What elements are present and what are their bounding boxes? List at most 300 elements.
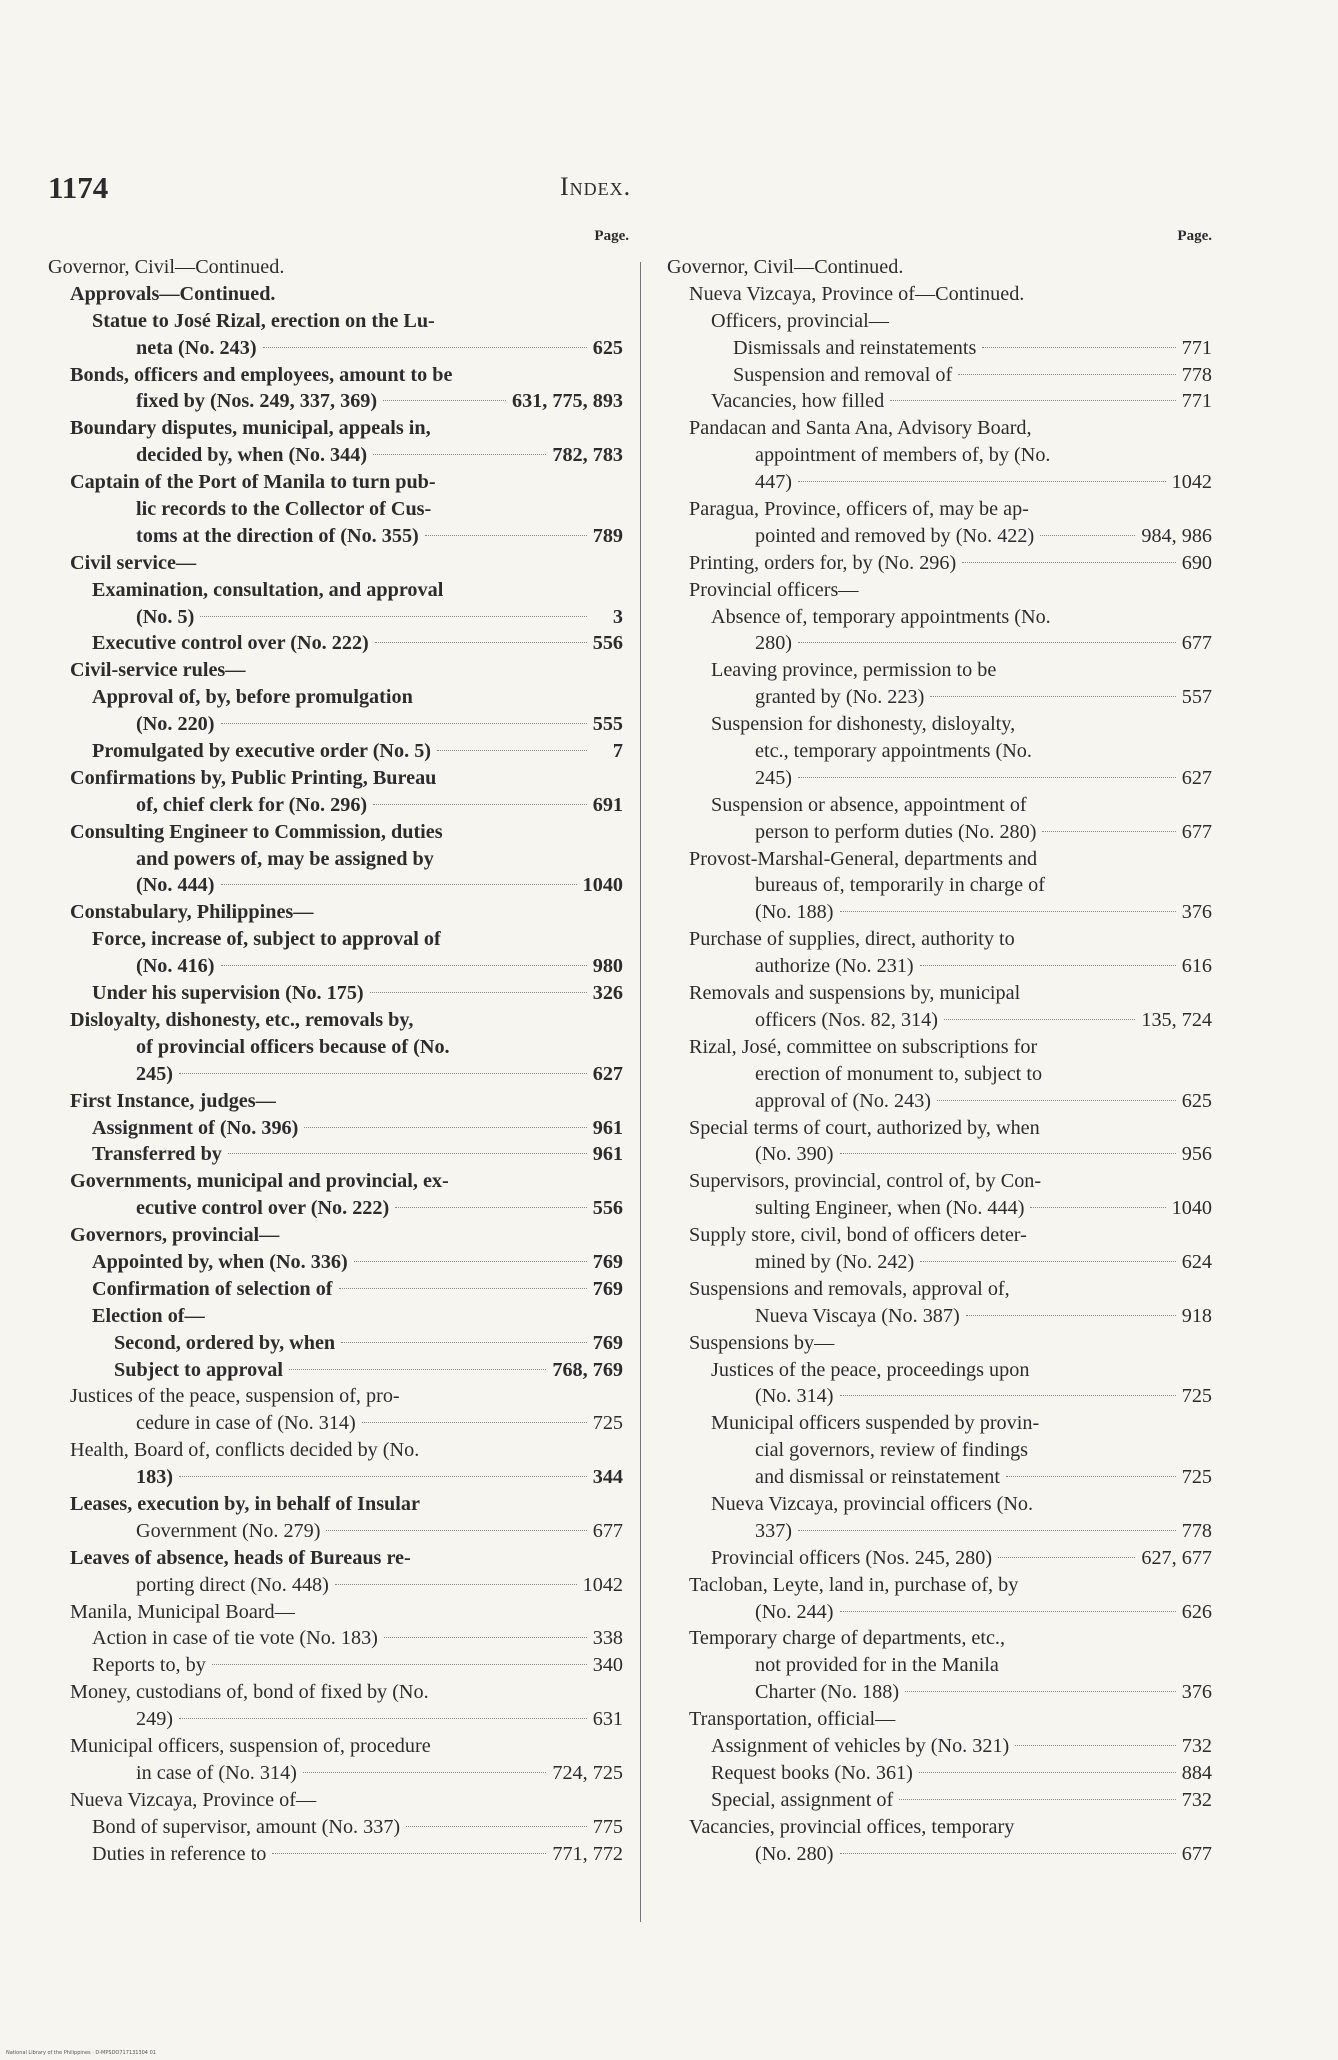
index-entry-text: Bonds, officers and employees, amount to be — [70, 363, 453, 386]
index-entry — [667, 1841, 1212, 1868]
index-entry — [48, 281, 623, 308]
index-entry-text: Reports to, by — [92, 1654, 206, 1677]
index-entry-text: toms at the direction of (No. 355) — [136, 524, 419, 547]
index-entry-text: Printing, orders for, by (No. 296) — [689, 551, 957, 574]
index-entry-page: 782, 783 — [552, 444, 623, 467]
index-entry-page: 961 — [592, 1143, 623, 1166]
index-entry-text: Captain of the Port of Manila to turn pub- — [70, 471, 436, 494]
index-entry-page: 625 — [592, 336, 623, 359]
dot-leader — [303, 1772, 546, 1773]
index-entry — [667, 254, 1212, 281]
index-entry-text: Provost-Marshal-General, departments and — [689, 847, 1038, 870]
index-entry — [667, 819, 1212, 846]
index-entry-page: 769 — [592, 1250, 623, 1273]
index-entry-text: granted by (No. 223) — [755, 686, 925, 709]
index-entry — [48, 1061, 623, 1088]
index-entry-text: Provincial officers— — [689, 578, 859, 601]
index-entry-text: Leaves of absence, heads of Bureaus re- — [70, 1546, 411, 1569]
index-entry — [48, 1303, 623, 1330]
index-entry — [48, 630, 623, 657]
index-entry — [667, 1115, 1212, 1142]
index-entry-text: appointment of members of, by (No. — [755, 444, 1051, 467]
index-entry-page: 631 — [592, 1708, 623, 1731]
index-entry — [667, 1491, 1212, 1518]
index-entry — [667, 496, 1212, 523]
index-entry-text: Under his supervision (No. 175) — [92, 982, 364, 1005]
index-entry — [48, 1760, 623, 1787]
index-entry-text: Temporary charge of departments, etc., — [689, 1627, 1006, 1650]
index-entry-text: Suspension and removal of — [733, 363, 953, 386]
index-entry-page: 775 — [592, 1815, 623, 1838]
index-entry-text: Supply store, civil, bond of officers deter- — [689, 1224, 1027, 1247]
index-entry — [667, 442, 1212, 469]
dot-leader — [326, 1530, 586, 1531]
index-entry — [667, 1572, 1212, 1599]
index-entry-text: Subject to approval — [114, 1358, 283, 1381]
index-entry-text: Appointed by, when (No. 336) — [92, 1250, 348, 1273]
index-entry-text: in case of (No. 314) — [136, 1761, 297, 1784]
index-entry-text: Assignment of (No. 396) — [92, 1116, 299, 1139]
dot-leader — [373, 804, 587, 805]
index-entry-page: 677 — [592, 1519, 623, 1542]
index-entry — [667, 1141, 1212, 1168]
index-entry-text: Suspension for dishonesty, disloyalty, — [711, 713, 1016, 736]
index-entry-page: 344 — [592, 1466, 623, 1489]
index-entry-page: 556 — [592, 632, 623, 655]
index-entry-text: Purchase of supplies, direct, authority to — [689, 928, 1015, 951]
index-entry-text: Leases, execution by, in behalf of Insular — [70, 1492, 420, 1515]
index-entry-page: 771 — [1181, 390, 1212, 413]
index-entry — [48, 254, 623, 281]
index-entry — [667, 738, 1212, 765]
index-entry — [48, 415, 623, 442]
index-entry — [48, 1625, 623, 1652]
index-entry — [48, 1034, 623, 1061]
index-entry-text: officers (Nos. 82, 314) — [755, 1008, 938, 1031]
index-entry — [48, 819, 623, 846]
dot-leader — [425, 535, 587, 536]
index-entry-page: 677 — [1181, 632, 1212, 655]
index-entry — [48, 1437, 623, 1464]
index-entry-page: 326 — [592, 982, 623, 1005]
index-entry — [667, 1599, 1212, 1626]
index-entry — [48, 1599, 623, 1626]
index-entry-text: Confirmations by, Public Printing, Bureau — [70, 766, 437, 789]
index-entry — [667, 657, 1212, 684]
dot-leader — [341, 1342, 587, 1343]
index-entry-page: 1040 — [1171, 1197, 1212, 1220]
library-footer: National Library of the Philippines · D-MPSDO717131304 01 — [6, 2050, 156, 2056]
index-entry-page: 3 — [612, 605, 623, 628]
index-entry-text: Assignment of vehicles by (No. 321) — [711, 1734, 1010, 1757]
dot-leader — [406, 1826, 587, 1827]
index-entry — [667, 1330, 1212, 1357]
index-entry — [667, 335, 1212, 362]
index-entry — [667, 1195, 1212, 1222]
dot-leader — [384, 1637, 587, 1638]
index-entry-text: (No. 444) — [136, 874, 215, 897]
dot-leader — [840, 1853, 1176, 1854]
dot-leader — [1042, 831, 1175, 832]
index-entry — [667, 953, 1212, 980]
index-entry — [667, 362, 1212, 389]
dot-leader — [798, 1530, 1176, 1531]
page-number: 1174 — [48, 170, 109, 205]
index-entry — [667, 1007, 1212, 1034]
index-entry-text: Second, ordered by, when — [114, 1331, 336, 1354]
index-entry — [48, 1330, 623, 1357]
index-entry-text: Boundary disputes, municipal, appeals in, — [70, 417, 431, 440]
index-entry-text: Municipal officers, suspension of, procedure — [70, 1734, 431, 1757]
index-entry-page: 626 — [1181, 1600, 1212, 1623]
index-entry-page: 769 — [592, 1277, 623, 1300]
dot-leader — [383, 400, 506, 401]
dot-leader — [304, 1127, 586, 1128]
index-entry-text: ecutive control over (No. 222) — [136, 1197, 390, 1220]
index-entry — [48, 1410, 623, 1437]
index-entry — [48, 1249, 623, 1276]
dot-leader — [798, 481, 1166, 482]
index-entry — [48, 1383, 623, 1410]
index-entry — [667, 1706, 1212, 1733]
index-entry-text: Transferred by — [92, 1143, 222, 1166]
index-entry-text: Nueva Vizcaya, provincial officers (No. — [711, 1492, 1034, 1515]
index-entry-page: 884 — [1181, 1761, 1212, 1784]
index-entry — [48, 1814, 623, 1841]
dot-leader — [289, 1369, 546, 1370]
index-entry-text: Civil service— — [70, 551, 197, 574]
index-entry-text: Suspension or absence, appointment of — [711, 793, 1027, 816]
dot-leader — [263, 347, 587, 348]
index-entry — [667, 1625, 1212, 1652]
dot-leader — [798, 642, 1176, 643]
index-entry-page: 725 — [1181, 1385, 1212, 1408]
index-entry-text: Tacloban, Leyte, land in, purchase of, by — [689, 1573, 1019, 1596]
index-entry — [667, 1222, 1212, 1249]
index-entry — [48, 1572, 623, 1599]
index-entry-page: 624 — [1181, 1250, 1212, 1273]
index-entry-text: Approvals—Continued. — [70, 282, 276, 305]
index-entry-text: (No. 220) — [136, 713, 215, 736]
index-entry — [667, 1787, 1212, 1814]
index-entry-text: of provincial officers because of (No. — [136, 1035, 450, 1058]
index-entry-text: Pandacan and Santa Ana, Advisory Board, — [689, 417, 1032, 440]
index-entry — [48, 1007, 623, 1034]
index-entry-page: 918 — [1181, 1304, 1212, 1327]
index-entry-text: Absence of, temporary appointments (No. — [711, 605, 1051, 628]
index-entry-text: Statue to José Rizal, erection on the Lu- — [92, 309, 435, 332]
index-entry — [48, 980, 623, 1007]
dot-leader — [1015, 1745, 1175, 1746]
index-entry — [667, 1518, 1212, 1545]
dot-leader — [221, 965, 587, 966]
index-entry-text: Health, Board of, conflicts decided by (No. — [70, 1439, 420, 1462]
index-entry-text: Approval of, by, before promulgation — [92, 686, 413, 709]
index-entry-page: 376 — [1181, 1681, 1212, 1704]
dot-leader — [354, 1261, 587, 1262]
index-entry-text: Money, custodians of, bond of fixed by (No. — [70, 1681, 429, 1704]
index-entry-text: Examination, consultation, and approval — [92, 578, 444, 601]
index-entry-page: 984, 986 — [1141, 524, 1212, 547]
index-entry-text: (No. 390) — [755, 1143, 834, 1166]
index-entry — [48, 308, 623, 335]
index-entry — [48, 738, 623, 765]
index-entry-text: Provincial officers (Nos. 245, 280) — [711, 1546, 993, 1569]
index-entry — [667, 1814, 1212, 1841]
index-entry — [667, 469, 1212, 496]
index-entry-text: 249) — [136, 1708, 174, 1731]
index-entry — [48, 1679, 623, 1706]
dot-leader — [958, 374, 1175, 375]
index-entry — [667, 1303, 1212, 1330]
index-entry — [48, 577, 623, 604]
index-entry-text: 337) — [755, 1519, 793, 1542]
column-divider — [640, 262, 641, 1922]
dot-leader — [920, 965, 1176, 966]
index-entry-page: 338 — [592, 1627, 623, 1650]
index-entry — [667, 415, 1212, 442]
index-entry — [48, 550, 623, 577]
index-entry-text: Officers, provincial— — [711, 309, 889, 332]
index-entry-page: 956 — [1181, 1143, 1212, 1166]
index-entry — [48, 1652, 623, 1679]
index-entry-text: Civil-service rules— — [70, 659, 246, 682]
index-entry-text: First Instance, judges— — [70, 1089, 276, 1112]
index-entry-text: Nueva Vizcaya, Province of— — [70, 1788, 317, 1811]
index-entry-page: 771, 772 — [552, 1842, 623, 1865]
index-entry — [48, 953, 623, 980]
dot-leader — [962, 562, 1176, 563]
index-entry — [667, 1652, 1212, 1679]
dot-leader — [920, 1261, 1175, 1262]
index-entry-text: etc., temporary appointments (No. — [755, 740, 1032, 763]
index-entry-page: 627 — [1181, 766, 1212, 789]
dot-leader — [395, 1207, 587, 1208]
index-entry-text: 280) — [755, 632, 793, 655]
index-entry-text: person to perform duties (No. 280) — [755, 820, 1037, 843]
page-column-label: Page. — [1177, 228, 1212, 244]
index-entry — [48, 1733, 623, 1760]
index-entry-page: 340 — [592, 1654, 623, 1677]
index-entry-page: 555 — [592, 713, 623, 736]
index-entry-page: 376 — [1181, 901, 1212, 924]
page-column-label: Page. — [594, 228, 629, 244]
dot-leader — [840, 1153, 1176, 1154]
index-entry — [48, 604, 623, 631]
dot-leader — [798, 777, 1176, 778]
index-entry-text: 447) — [755, 471, 793, 494]
index-entry-page: 691 — [592, 793, 623, 816]
index-entry — [667, 388, 1212, 415]
index-entry — [667, 1357, 1212, 1384]
index-entry — [667, 1733, 1212, 1760]
index-entry — [48, 657, 623, 684]
index-entry-text: not provided for in the Manila — [755, 1654, 999, 1677]
index-entry-text: Removals and suspensions by, municipal — [689, 982, 1021, 1005]
index-entry-text: Justices of the peace, suspension of, pro- — [70, 1385, 400, 1408]
index-entries-right — [667, 254, 1212, 1867]
index-entry-page: 1040 — [582, 874, 623, 897]
index-entry-text: Suspensions by— — [689, 1331, 835, 1354]
dot-leader — [179, 1073, 587, 1074]
dot-leader — [1040, 535, 1135, 536]
index-entry — [48, 1491, 623, 1518]
index-entry — [48, 792, 623, 819]
index-entry — [667, 1679, 1212, 1706]
index-entry-page: 724, 725 — [552, 1761, 623, 1784]
index-entry-text: Governments, municipal and provincial, ex- — [70, 1170, 449, 1193]
index-entry — [48, 335, 623, 362]
index-entry-text: Disloyalty, dishonesty, etc., removals by, — [70, 1008, 414, 1031]
index-entry-page: 768, 769 — [552, 1358, 623, 1381]
dot-leader — [179, 1718, 587, 1719]
index-entry — [48, 765, 623, 792]
index-entry-text: Confirmation of selection of — [92, 1277, 333, 1300]
index-entry — [667, 1410, 1212, 1437]
index-entry-text: Transportation, official— — [689, 1708, 896, 1731]
index-entry-text: cial governors, review of findings — [755, 1439, 1029, 1462]
index-entry — [667, 1249, 1212, 1276]
index-entry-text: Leaving province, permission to be — [711, 659, 997, 682]
index-entry-page: 625 — [1181, 1089, 1212, 1112]
index-entry-text: neta (No. 243) — [136, 336, 257, 359]
index-entry — [667, 846, 1212, 873]
dot-leader — [272, 1853, 546, 1854]
index-entry-text: Municipal officers suspended by provin- — [711, 1412, 1040, 1435]
index-entry — [48, 1222, 623, 1249]
index-entry — [48, 1141, 623, 1168]
index-entry-text: decided by, when (No. 344) — [136, 444, 368, 467]
index-entry-page: 677 — [1181, 820, 1212, 843]
index-entry — [667, 550, 1212, 577]
index-entry-text: Force, increase of, subject to approval of — [92, 928, 441, 951]
index-entry-text: lic records to the Collector of Cus- — [136, 498, 432, 521]
index-entry — [48, 1088, 623, 1115]
index-entry-page: 769 — [592, 1331, 623, 1354]
index-entry — [48, 1357, 623, 1384]
dot-leader — [840, 911, 1176, 912]
index-entry — [667, 1464, 1212, 1491]
index-entry-text: Election of— — [92, 1304, 205, 1327]
index-entry-text: approval of (No. 243) — [755, 1089, 932, 1112]
index-entry-page: 627 — [592, 1062, 623, 1085]
dot-leader — [1006, 1476, 1176, 1477]
index-entry — [48, 388, 623, 415]
index-entry-text: Executive control over (No. 222) — [92, 632, 369, 655]
index-entry-text: fixed by (Nos. 249, 337, 369) — [136, 390, 378, 413]
dot-leader — [179, 1476, 587, 1477]
index-entry — [667, 792, 1212, 819]
dot-leader — [890, 400, 1176, 401]
dot-leader — [362, 1422, 587, 1423]
index-entry-page: 677 — [1181, 1842, 1212, 1865]
index-entry-text: (No. 416) — [136, 955, 215, 978]
index-entry — [667, 604, 1212, 631]
dot-leader — [228, 1153, 587, 1154]
index-entry-text: Special terms of court, authorized by, when — [689, 1116, 1040, 1139]
index-entry — [48, 1841, 623, 1868]
index-entry — [48, 899, 623, 926]
dot-leader — [373, 454, 546, 455]
dot-leader — [840, 1395, 1176, 1396]
index-entry-text: (No. 244) — [755, 1600, 834, 1623]
index-entry — [48, 442, 623, 469]
index-entry — [48, 1545, 623, 1572]
index-entry-text: (No. 280) — [755, 1842, 834, 1865]
index-entry-text: mined by (No. 242) — [755, 1250, 915, 1273]
index-entry — [48, 1464, 623, 1491]
index-entry — [48, 1168, 623, 1195]
index-entry-text: Dismissals and reinstatements — [733, 336, 977, 359]
dot-leader — [919, 1772, 1176, 1773]
index-entry-page: 732 — [1181, 1734, 1212, 1757]
dot-leader — [944, 1019, 1135, 1020]
index-entry-text: Manila, Municipal Board— — [70, 1600, 295, 1623]
index-entry-text: Suspensions and removals, approval of, — [689, 1277, 1010, 1300]
index-entry-text: of, chief clerk for (No. 296) — [136, 793, 368, 816]
dot-leader — [1030, 1207, 1165, 1208]
dot-leader — [937, 1100, 1176, 1101]
index-entry-text: Special, assignment of — [711, 1788, 894, 1811]
index-entry-page: 725 — [592, 1412, 623, 1435]
index-entry — [667, 308, 1212, 335]
index-entry-page: 980 — [592, 955, 623, 978]
index-entry — [667, 1545, 1212, 1572]
index-entry — [48, 1518, 623, 1545]
index-entry-text: Action in case of tie vote (No. 183) — [92, 1627, 378, 1650]
index-entry-text: pointed and removed by (No. 422) — [755, 524, 1035, 547]
index-entry-text: Charter (No. 188) — [755, 1681, 900, 1704]
index-entry-page: 725 — [1181, 1466, 1212, 1489]
index-entry-page: 1042 — [582, 1573, 623, 1596]
dot-leader — [998, 1557, 1135, 1558]
index-entry — [48, 684, 623, 711]
dot-leader — [335, 1584, 577, 1585]
index-entry — [667, 1437, 1212, 1464]
index-entry — [48, 711, 623, 738]
index-entry — [48, 926, 623, 953]
index-entry — [667, 281, 1212, 308]
index-entry-page: 7 — [612, 740, 623, 763]
index-entry-text: Governor, Civil—Continued. — [48, 256, 285, 278]
index-entry-text: Vacancies, provincial offices, temporary — [689, 1815, 1015, 1838]
index-entry — [667, 684, 1212, 711]
index-entry-page: 135, 724 — [1141, 1008, 1212, 1031]
index-entry-text: Consulting Engineer to Commission, duties — [70, 820, 443, 843]
dot-leader — [982, 347, 1175, 348]
dot-leader — [221, 884, 577, 885]
index-entry-text: Constabulary, Philippines— — [70, 901, 314, 924]
index-entry-text: Paragua, Province, officers of, may be ap- — [689, 498, 1029, 521]
index-entry-page: 1042 — [1171, 471, 1212, 494]
dot-leader — [930, 696, 1175, 697]
index-entry-text: Promulgated by executive order (No. 5) — [92, 740, 432, 763]
index-entry-text: authorize (No. 231) — [755, 955, 914, 978]
index-entry — [667, 1061, 1212, 1088]
index-entry-page: 771 — [1181, 336, 1212, 359]
index-entry-text: and powers of, may be assigned by — [136, 847, 434, 870]
index-entry — [48, 469, 623, 496]
index-entry-text: sulting Engineer, when (No. 444) — [755, 1197, 1025, 1220]
index-entry-text: Duties in reference to — [92, 1842, 267, 1865]
index-entry-page: 789 — [592, 524, 623, 547]
index-entry — [667, 872, 1212, 899]
index-entry — [667, 1088, 1212, 1115]
index-entry — [667, 1276, 1212, 1303]
index-entry-text: Request books (No. 361) — [711, 1761, 913, 1784]
page-title: Index. — [560, 172, 632, 201]
dot-leader — [966, 1315, 1176, 1316]
